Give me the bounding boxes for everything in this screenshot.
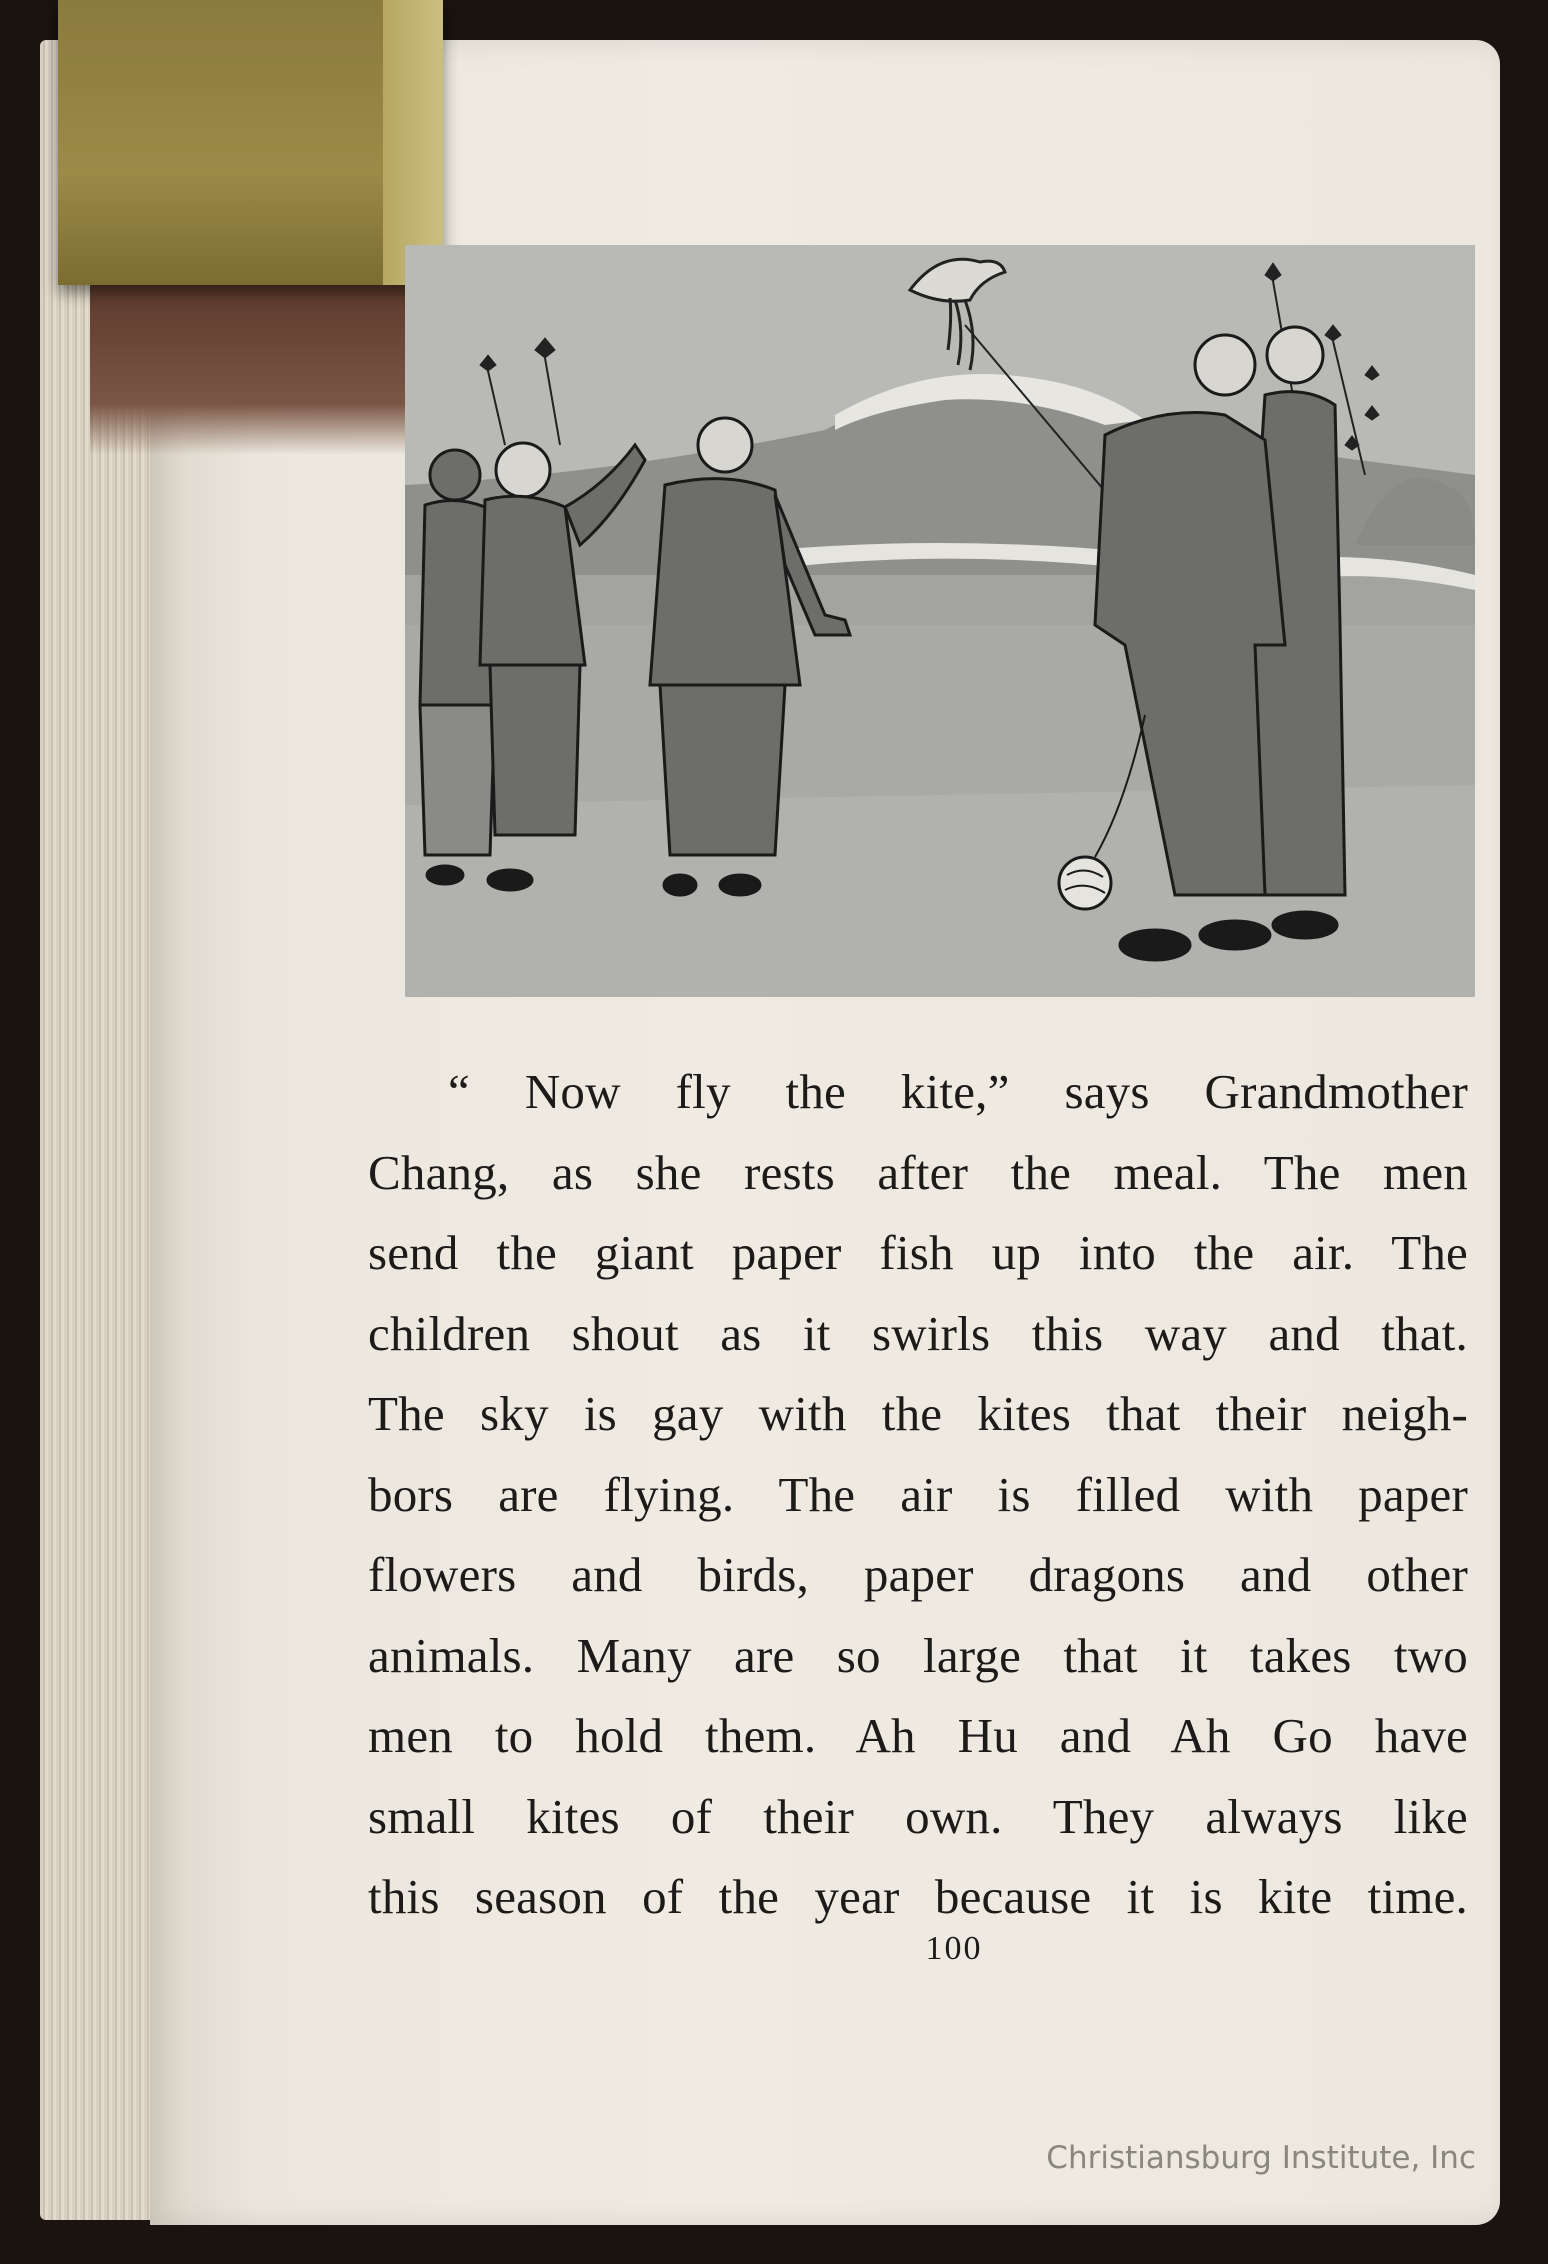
story-paragraph bbox=[368, 1052, 1468, 1938]
bookmark-shadow bbox=[90, 285, 410, 455]
paragraph-line: “ Now fly the kite,” says Grandmother bbox=[448, 1064, 1468, 1119]
page-number: 100 bbox=[925, 1930, 983, 1967]
kite-flying-scene-icon bbox=[405, 245, 1475, 997]
paragraph-line: flowers and birds, paper dragons and other bbox=[368, 1547, 1468, 1602]
paragraph-line: The sky is gay with the kites that their neigh- bbox=[368, 1386, 1468, 1441]
paragraph-line: children shout as it swirls this way and that. bbox=[368, 1305, 1468, 1361]
paragraph-line: send the giant paper fish up into the air. The bbox=[368, 1225, 1468, 1280]
paragraph-line: small kites of their own. They always like bbox=[368, 1788, 1468, 1844]
watermark: Christiansburg Institute, Inc bbox=[1046, 2140, 1476, 2176]
bookmark-tab bbox=[58, 0, 443, 285]
paragraph-line: bors are flying. The air is filled with paper bbox=[368, 1466, 1468, 1522]
paragraph-line: men to hold them. Ah Hu and Ah Go have bbox=[368, 1708, 1468, 1763]
paragraph-line: this season of the year because it is kite time. bbox=[368, 1869, 1468, 1924]
paragraph-line: Chang, as she rests after the meal. The men bbox=[368, 1144, 1468, 1200]
paragraph-line: animals. Many are so large that it takes two bbox=[368, 1627, 1468, 1683]
kite-flying-illustration bbox=[405, 245, 1475, 997]
